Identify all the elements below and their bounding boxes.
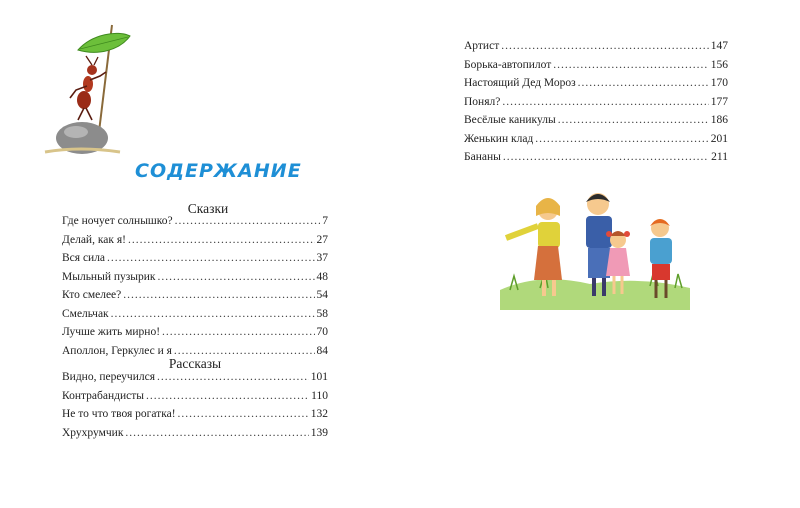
dot-leader xyxy=(502,96,708,108)
toc-entry[interactable] xyxy=(62,308,328,327)
toc-entry-title: Лучше жить мирно! xyxy=(62,326,161,338)
toc-entry[interactable] xyxy=(62,215,328,234)
toc-entry-title: Артист xyxy=(464,40,500,52)
toc-entry-title: Понял? xyxy=(464,95,501,108)
toc-entry-page: 177 xyxy=(710,95,728,108)
stories-continued-list xyxy=(464,40,728,170)
dot-leader xyxy=(123,289,314,301)
dot-leader xyxy=(107,252,314,264)
toc-entry-page: 27 xyxy=(316,233,328,246)
toc-entry-page: 132 xyxy=(310,408,328,420)
toc-entry-title: Аполлон, Геркулес и я xyxy=(62,344,172,357)
dot-leader xyxy=(158,271,315,283)
dot-leader xyxy=(111,308,315,320)
toc-entry-page: 84 xyxy=(316,344,328,357)
contents-title: СОДЕРЖАНИЕ xyxy=(135,160,302,182)
toc-entry[interactable] xyxy=(62,427,328,446)
toc-entry[interactable] xyxy=(464,77,728,96)
dot-leader xyxy=(578,77,709,89)
toc-entry-title: Не то что твоя рогатка! xyxy=(62,408,176,420)
toc-entry[interactable] xyxy=(62,371,328,390)
toc-entry-page: 48 xyxy=(316,270,328,283)
toc-entry[interactable] xyxy=(62,408,328,427)
toc-entry-page: 70 xyxy=(316,326,328,338)
toc-entry-page: 7 xyxy=(322,215,328,227)
toc-entry-title: Контрабандисты xyxy=(62,389,144,402)
right-page xyxy=(400,0,800,508)
toc-entry-page: 147 xyxy=(710,40,728,52)
dot-leader xyxy=(174,345,315,357)
fairy-tales-list xyxy=(62,215,328,363)
dot-leader xyxy=(558,114,709,126)
toc-entry-page: 156 xyxy=(710,58,728,71)
toc-entry-page: 186 xyxy=(710,114,728,126)
toc-entry-page: 110 xyxy=(311,389,328,402)
toc-entry-page: 37 xyxy=(316,252,328,264)
dot-leader xyxy=(501,40,709,52)
toc-entry[interactable] xyxy=(464,114,728,133)
toc-entry-page: 54 xyxy=(316,289,328,301)
toc-entry-title: Бананы xyxy=(464,151,501,163)
dot-leader xyxy=(535,133,708,145)
dot-leader xyxy=(162,326,314,338)
toc-entry[interactable] xyxy=(62,271,328,290)
toc-entry-title: Женькин клад xyxy=(464,132,534,145)
toc-entry[interactable] xyxy=(464,59,728,78)
toc-entry-title: Весёлые каникулы xyxy=(464,114,556,126)
dot-leader xyxy=(178,408,309,420)
toc-entry-page: 211 xyxy=(711,151,728,163)
toc-entry[interactable] xyxy=(464,96,728,115)
dot-leader xyxy=(125,427,308,439)
toc-entry[interactable] xyxy=(62,289,328,308)
stories-heading: Рассказы xyxy=(168,356,222,371)
dot-leader xyxy=(503,151,709,163)
toc-entry[interactable] xyxy=(464,151,728,170)
children-illustration xyxy=(500,180,700,315)
toc-entry-title: Борька-автопилот xyxy=(464,58,552,71)
toc-entry-title: Хрухрумчик xyxy=(62,426,124,439)
toc-entry-title: Настоящий Дед Мороз xyxy=(464,77,576,89)
dot-leader xyxy=(157,371,309,383)
dot-leader xyxy=(128,234,315,246)
dot-leader xyxy=(146,390,309,402)
toc-entry-page: 201 xyxy=(710,132,728,145)
toc-entry[interactable] xyxy=(62,326,328,345)
toc-entry-title: Вся сила xyxy=(62,252,106,264)
toc-entry[interactable] xyxy=(62,234,328,253)
fairy-tales-heading: Сказки xyxy=(187,201,229,216)
toc-entry-title: Мыльный пузырик xyxy=(62,270,156,283)
toc-entry-title: Кто смелее? xyxy=(62,289,122,301)
toc-entry[interactable] xyxy=(62,252,328,271)
stories-list xyxy=(62,371,328,445)
ant-illustration xyxy=(40,20,140,160)
toc-entry[interactable] xyxy=(464,133,728,152)
toc-entry-title: Где ночует солнышко? xyxy=(62,215,173,227)
toc-entry-title: Видно, переучился xyxy=(62,371,155,383)
toc-entry-page: 101 xyxy=(310,371,328,383)
toc-entry-title: Смельчак xyxy=(62,307,109,320)
toc-entry-title: Делай, как я! xyxy=(62,233,126,246)
toc-entry[interactable] xyxy=(464,40,728,59)
toc-entry-page: 58 xyxy=(316,307,328,320)
dot-leader xyxy=(553,59,709,71)
toc-entry-page: 170 xyxy=(710,77,728,89)
toc-entry[interactable] xyxy=(62,390,328,409)
dot-leader xyxy=(175,215,321,227)
toc-entry-page: 139 xyxy=(310,426,328,439)
